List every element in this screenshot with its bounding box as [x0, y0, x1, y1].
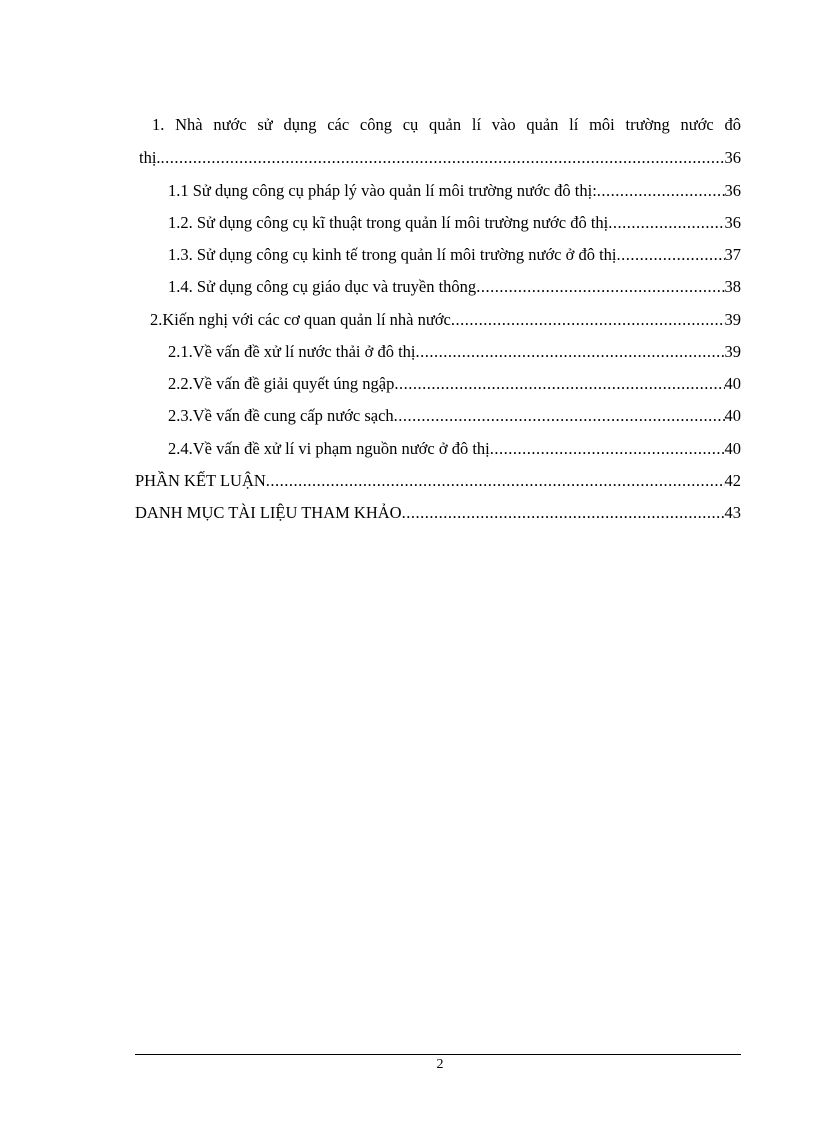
toc-entry-page: 37 [724, 245, 741, 264]
toc-entry-1-title-line1: 1. Nhà nước sử dụng các công cụ quản lí vào quản lí môi trường nước đô [152, 115, 741, 134]
dot-leader [608, 213, 724, 233]
toc-entry-2-1 [168, 342, 741, 362]
dot-leader [161, 148, 725, 168]
toc-entry-1-2 [168, 213, 741, 233]
toc-entry-1-1 [168, 181, 741, 201]
toc-entry-conclusion [135, 471, 741, 491]
toc-entry-page: 43 [724, 503, 741, 522]
dot-leader [266, 471, 725, 491]
toc-entry-1-title-line2: thị. [139, 148, 161, 167]
toc-entry-page: 42 [724, 471, 741, 490]
toc-entry-page: 40 [724, 439, 741, 458]
toc-entry-page: 36 [724, 213, 741, 232]
toc-entry-title: 2.4.Về vấn đề xử lí vi phạm nguồn nước ở đô thị [168, 439, 490, 458]
toc-entry-page: 40 [724, 374, 741, 393]
dot-leader [451, 310, 725, 330]
toc-entry-1 [139, 148, 741, 168]
toc-entry-title: 2.3.Về vấn đề cung cấp nước sạch [168, 406, 394, 425]
toc-entry-page: 40 [724, 406, 741, 425]
dot-leader [597, 181, 725, 201]
toc-entry-title: 1.3. Sử dụng công cụ kinh tế trong quản lí môi trường nước ở đô thị [168, 245, 617, 264]
toc-entry-title: 2.Kiến nghị với các cơ quan quản lí nhà nước [150, 310, 451, 329]
toc-entry-title: 2.1.Về vấn đề xử lí nước thải ở đô thị [168, 342, 416, 361]
dot-leader [394, 406, 725, 426]
footer-divider [135, 1054, 741, 1055]
toc-entry-title: 1.1 Sử dụng công cụ pháp lý vào quản lí môi trường nước đô thị: [168, 181, 597, 200]
toc-entry-page: 38 [724, 277, 741, 296]
toc-entry-title: 1.4. Sử dụng công cụ giáo dục và truyền thông [168, 277, 477, 296]
toc-entry-1-3 [168, 245, 741, 265]
toc-entry-title: 1.2. Sử dụng công cụ kĩ thuật trong quản lí môi trường nước đô thị [168, 213, 609, 232]
dot-leader [416, 342, 725, 362]
dot-leader [476, 277, 724, 297]
toc-entry-title: 2.2.Về vấn đề giải quyết úng ngập [168, 374, 395, 393]
dot-leader [394, 374, 724, 394]
toc-entry-1-4 [168, 277, 741, 297]
toc-entry-2-2 [168, 374, 741, 394]
toc-entry-2-3 [168, 406, 741, 426]
toc-entry-title: PHẦN KẾT LUẬN [135, 471, 266, 490]
toc-entry-2-4 [168, 439, 741, 459]
toc-entry-page: 39 [724, 310, 741, 329]
toc-entry-2 [150, 310, 741, 330]
toc-entry-1-page: 36 [724, 148, 741, 167]
toc-entry-references [135, 503, 741, 523]
dot-leader [617, 245, 725, 265]
toc-entry-title: DANH MỤC TÀI LIỆU THAM KHẢO [135, 503, 402, 522]
dot-leader [402, 503, 725, 523]
page-number: 2 [436, 1057, 444, 1072]
dot-leader [490, 439, 725, 459]
toc-entry-page: 36 [724, 181, 741, 200]
toc-entry-page: 39 [724, 342, 741, 361]
